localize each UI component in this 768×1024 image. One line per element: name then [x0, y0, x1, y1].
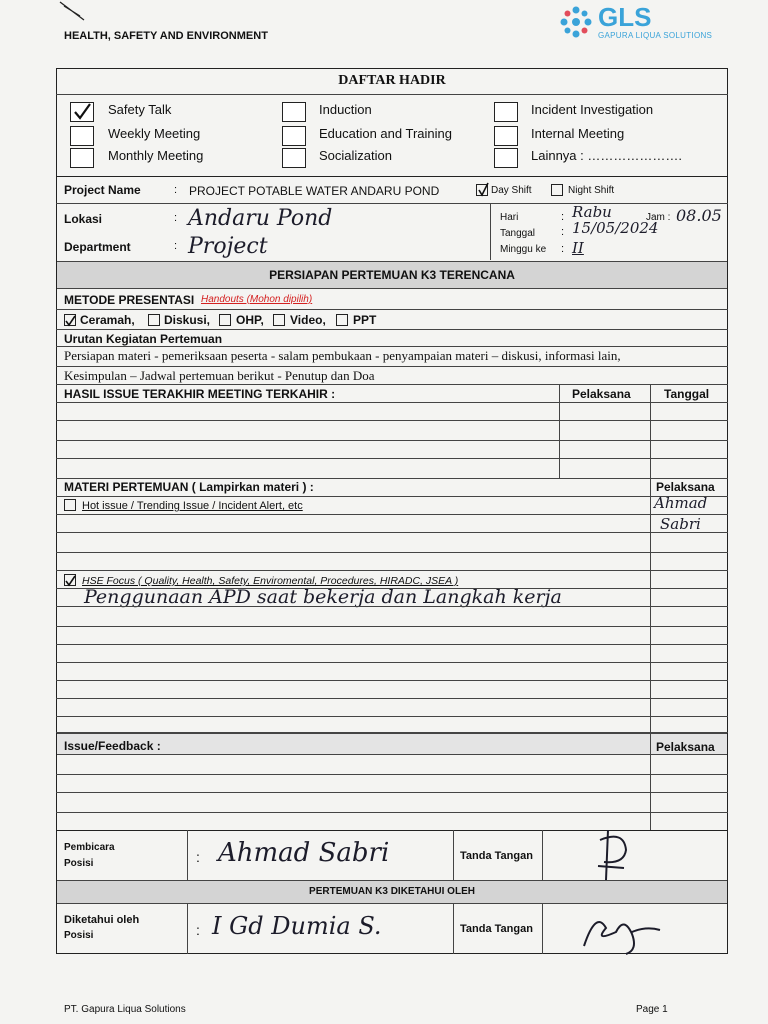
issue-feedback-label: Issue/Feedback : — [64, 739, 161, 753]
checkbox-hse-focus[interactable] — [64, 574, 76, 586]
metode-note: Handouts (Mohon dipilih) — [201, 294, 313, 305]
type-label: Weekly Meeting — [108, 126, 201, 141]
project-name-label: Project Name — [64, 183, 141, 197]
day-shift-label: Day Shift — [491, 185, 532, 196]
metode-option: Video, — [290, 313, 326, 327]
checkbox-monthly-meeting[interactable] — [70, 148, 94, 168]
colon: : — [561, 211, 565, 223]
pelaksana-handwritten-1: Ahmad — [654, 494, 708, 512]
persiapan-title: PERSIAPAN PERTEMUAN K3 TERENCANA — [269, 268, 515, 282]
hari-value: Rabu — [572, 203, 612, 221]
hari-label: Hari — [500, 212, 519, 223]
metode-option: PPT — [353, 313, 377, 327]
tanda-tangan-label: Tanda Tangan — [460, 850, 533, 862]
colon: : — [561, 226, 565, 238]
project-name-value: PROJECT POTABLE WATER ANDARU POND — [189, 184, 440, 198]
checkbox-socialization[interactable] — [282, 148, 306, 168]
hse-focus-label: HSE Focus ( Quality, Health, Safety, Enviromental, Procedures, HIRADC, JSEA ) — [82, 575, 459, 587]
pembicara-value: Ahmad Sabri — [218, 838, 390, 868]
checkbox-internal-meeting[interactable] — [494, 126, 518, 146]
checkbox-hot-issue[interactable] — [64, 499, 76, 511]
metode-option: Ceramah, — [80, 313, 135, 327]
checkbox-weekly-meeting[interactable] — [70, 126, 94, 146]
signature-pembicara — [590, 826, 640, 882]
logo-name: GLS — [598, 2, 652, 32]
footer-company: PT. Gapura Liqua Solutions — [64, 1004, 186, 1015]
tanggal-value: 15/05/2024 — [572, 219, 659, 237]
checkbox-day-shift[interactable] — [476, 184, 488, 196]
corner-scribble — [58, 0, 88, 24]
type-label: Induction — [319, 102, 372, 117]
pembicara-label: Pembicara — [64, 842, 115, 853]
checkbox-incident-investigation[interactable] — [494, 102, 518, 122]
materi-pelaksana-header: Pelaksana — [656, 480, 715, 494]
tanggal-header: Tanggal — [664, 387, 710, 401]
hot-issue-label: Hot issue / Trending Issue / Incident Alert, etc — [82, 500, 303, 512]
pelaksana-handwritten-2: Sabri — [660, 515, 701, 533]
checkbox-video[interactable] — [273, 314, 285, 326]
jam-value: 08.05 — [676, 206, 722, 225]
checkbox-diskusi[interactable] — [148, 314, 160, 326]
hasil-issue-label: HASIL ISSUE TERAKHIR MEETING TERKAHIR : — [64, 387, 336, 401]
colon: : — [196, 849, 200, 865]
diketahui-value: I Gd Dumia S. — [212, 912, 382, 940]
type-label: Socialization — [319, 148, 392, 163]
tanggal-label: Tanggal — [500, 228, 536, 239]
minggu-label: Minggu ke — [500, 244, 547, 255]
materi-label: MATERI PERTEMUAN ( Lampirkan materi ) : — [64, 480, 314, 494]
checkbox-education-training[interactable] — [282, 126, 306, 146]
checkmark-icon — [65, 315, 77, 327]
snowflake-logo-icon — [558, 4, 594, 40]
checkbox-safety-talk[interactable] — [70, 102, 94, 122]
urutan-line1: Persiapan materi - pemeriksaan peserta - salam pembukaan - penyampaian materi – diskusi, informasi lain, — [64, 348, 621, 363]
footer-page: Page 1 — [636, 1004, 668, 1015]
colon: : — [174, 240, 178, 252]
jam-label: Jam : — [646, 212, 671, 223]
diketahui-label: Diketahui oleh — [64, 914, 140, 926]
minggu-value: II — [572, 239, 584, 257]
type-label: Safety Talk — [108, 102, 172, 117]
type-label: Lainnya : …………………. — [531, 148, 682, 163]
checkmark-icon — [477, 183, 491, 197]
checkbox-induction[interactable] — [282, 102, 306, 122]
company-logo — [556, 2, 736, 42]
type-label: Internal Meeting — [531, 126, 625, 141]
checkmark-icon — [65, 575, 77, 587]
checkbox-night-shift[interactable] — [551, 184, 563, 196]
checkbox-ppt[interactable] — [336, 314, 348, 326]
hse-focus-handwritten: Penggunaan APD saat bekerja dan Langkah kerja — [84, 586, 562, 608]
colon: : — [196, 922, 200, 938]
metode-option: Diskusi, — [164, 313, 211, 327]
type-label: Monthly Meeting — [108, 148, 204, 163]
colon: : — [174, 212, 178, 224]
signature-diketahui — [576, 906, 666, 958]
metode-option: OHP, — [236, 313, 264, 327]
colon: : — [561, 243, 565, 255]
lokasi-label: Lokasi — [64, 212, 103, 226]
checkbox-ohp[interactable] — [219, 314, 231, 326]
diketahui-posisi-label: Posisi — [64, 930, 94, 941]
section-title: HEALTH, SAFETY AND ENVIRONMENT — [64, 30, 268, 42]
type-label: Education and Training — [319, 126, 452, 141]
department-value: Project — [188, 234, 268, 259]
checkmark-icon — [71, 103, 93, 121]
logo-subtitle: GAPURA LIQUA SOLUTIONS — [598, 31, 713, 40]
issue-pelaksana-header: Pelaksana — [656, 740, 715, 754]
diketahui-tanda-tangan-label: Tanda Tangan — [460, 923, 533, 935]
colon: : — [174, 184, 178, 196]
night-shift-label: Night Shift — [568, 185, 615, 196]
posisi-label: Posisi — [64, 858, 94, 869]
pelaksana-header: Pelaksana — [572, 387, 631, 401]
urutan-line2: Kesimpulan – Jadwal pertemuan berikut - Penutup dan Doa — [64, 368, 375, 383]
urutan-label: Urutan Kegiatan Pertemuan — [64, 332, 223, 346]
form-title: DAFTAR HADIR — [338, 73, 446, 88]
type-label: Incident Investigation — [531, 102, 654, 117]
checkbox-lainnya[interactable] — [494, 148, 518, 168]
department-label: Department — [64, 240, 131, 254]
metode-label: METODE PRESENTASI — [64, 293, 195, 307]
checkbox-ceramah[interactable] — [64, 314, 76, 326]
lokasi-value: Andaru Pond — [188, 206, 333, 231]
diketahui-title: PERTEMUAN K3 DIKETAHUI OLEH — [309, 886, 475, 897]
